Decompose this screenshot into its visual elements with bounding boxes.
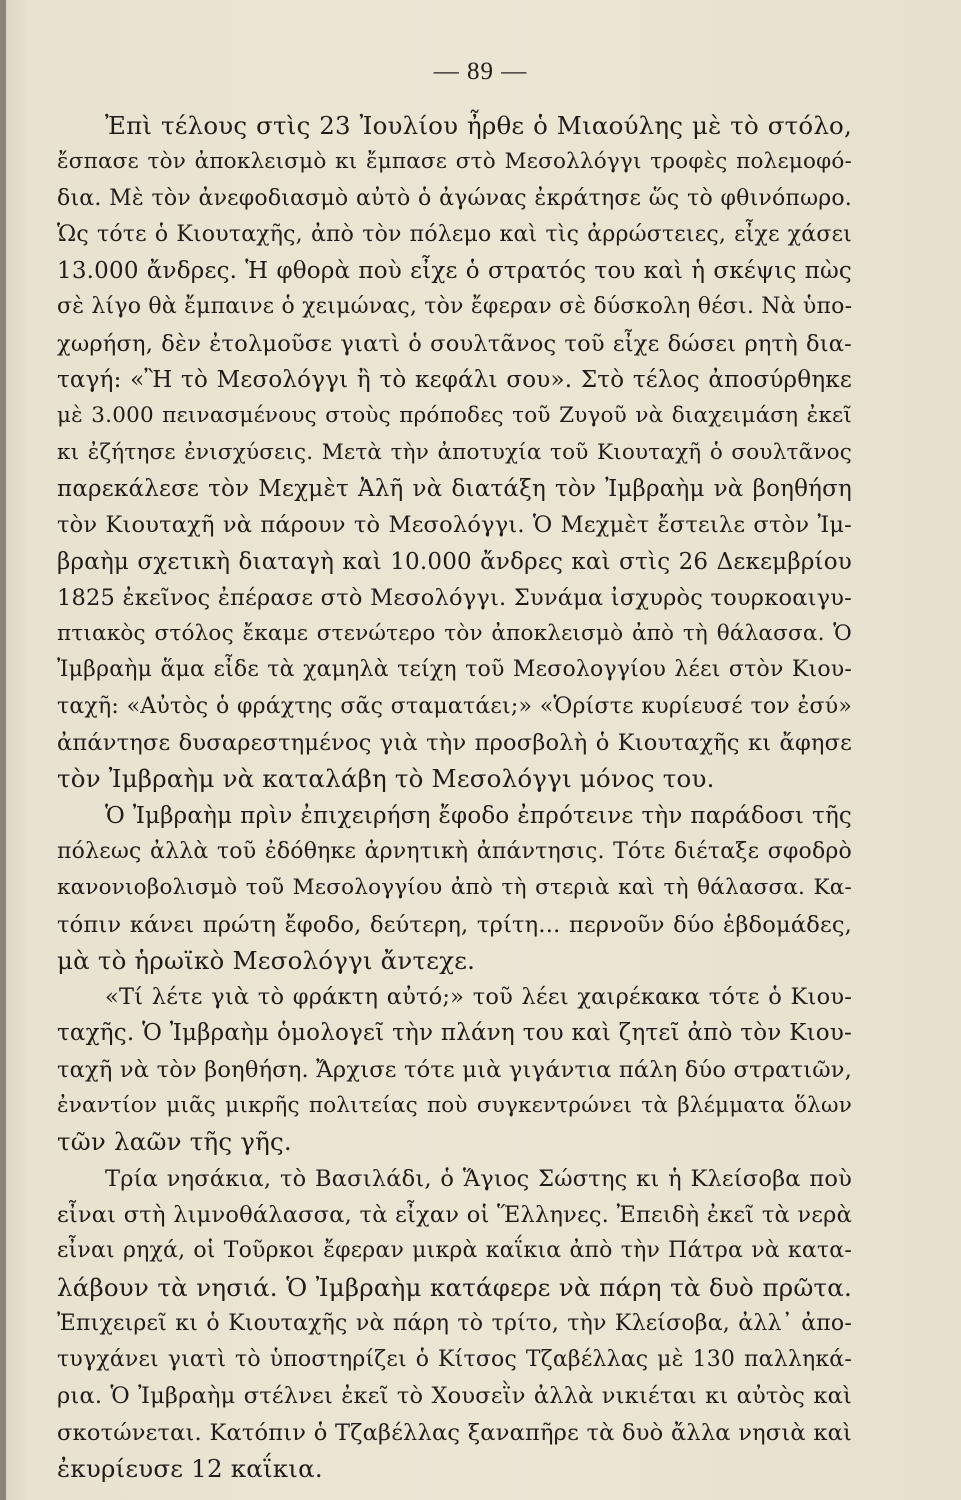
text-line: Ἰμβραὴμ ἅμα εἶδε τὰ χαμηλὰ τείχη τοῦ Μεσολογγίου λέει στὸν Κιου- [57,657,852,683]
text-line: ἐκυρίευσε 12 καΐκια. [57,1453,323,1483]
text-line: ρια. Ὁ Ἰμβραὴμ στέλνει ἐκεῖ τὸ Χουσεῒν ἀλλὰ νικιέται κι αὐτὸς καὶ [57,1383,852,1410]
text-line: 13.000 ἄνδρες. Ἡ φθορὰ ποὺ εἶχε ὁ στρατός του καὶ ἡ σκέψις πὼς [57,258,852,285]
text-line: δια. Μὲ τὸν ἀνεφοδιασμὸ αὐτὸ ὁ ἀγώνας ἐκράτησε ὥς τὸ φθινόπωρο. [57,185,852,211]
text-line: μὰ τὸ ἡρωϊκὸ Μεσολόγγι ἄντεχε. [57,945,476,975]
text-line: Ἐπιχειρεῖ κι ὁ Κιουταχῆς νὰ πάρη τὸ τρίτο, τὴν Κλείσοβα, ἀλλ᾽ ἀπο- [57,1310,852,1336]
body-text [57,108,852,1487]
text-line: λάβουν τὰ νησιά. Ὁ Ἰμβραὴμ κατάφερε νὰ πάρη τὰ δυὸ πρῶτα. [57,1272,852,1302]
text-line: Ὡς τότε ὁ Κιουταχῆς, ἀπὸ τὸν πόλεμο καὶ τὶς ἀρρώστειες, εἶχε χάσει [57,221,852,247]
text-line: πόλεως ἀλλὰ τοῦ ἐδόθηκε ἀρνητικὴ ἀπάντησις. Τότε διέταξε σφοδρὸ [57,838,852,864]
text-line: κι ἐζήτησε ἐνισχύσεις. Μετὰ τὴν ἀποτυχία τοῦ Κιουταχῆ ὁ σουλτᾶνος [57,439,852,465]
page-spine-edge [0,0,6,1500]
text-line: χωρήση, δὲν ἐτολμοῦσε γιατὶ ὁ σουλτᾶνος τοῦ εἶχε δώσει ρητὴ δια- [57,330,852,357]
text-line: σκοτώνεται. Κατόπιν ὁ Τζαβέλλας ξαναπῆρε τὰ δυὸ ἄλλα νησιὰ καὶ [57,1419,852,1446]
text-line: ταχῆ νὰ τὸν βοηθήση. Ἄρχισε τότε μιὰ γιγάντια πάλη δύο στρατιῶν, [57,1056,852,1083]
text-line: εἶναι ρηχά, οἱ Τοῦρκοι ἔφεραν μικρὰ καΐκια ἀπὸ τὴν Πάτρα νὰ κατα- [57,1238,852,1264]
text-line: τὸν Κιουταχῆ νὰ πάρουν τὸ Μεσολόγγι. Ὁ Μεχμὲτ ἔστειλε στὸν Ἰμ- [57,512,852,539]
page-number: — 89 — [433,58,528,85]
text-line: ταχῆ: «Αὐτὸς ὁ φράχτης σᾶς σταματάει;» «Ὁρίστε κυρίευσέ τον ἐσύ» [57,693,852,719]
text-line: πτιακὸς στόλος ἔκαμε στενώτερο τὸν ἀποκλεισμὸ ἀπὸ τὴ θάλασσα. Ὁ [57,621,852,647]
text-line: ταχῆς. Ὁ Ἰμβραὴμ ὁμολογεῖ τὴν πλάνη του καὶ ζητεῖ ἀπὸ τὸν Κιου- [57,1020,852,1047]
text-line: Ἐπὶ τέλους στὶς 23 Ἰουλίου ἦρθε ὁ Μιαούλης μὲ τὸ στόλο, [105,111,852,140]
text-line: βραὴμ σχετικὴ διαταγὴ καὶ 10.000 ἄνδρες καὶ στὶς 26 Δεκεμβρίου [57,548,852,575]
text-line: εἶναι στὴ λιμνοθάλασσα, τὰ εἶχαν οἱ Ἕλληνες. Ἐπειδὴ ἐκεῖ τὰ νερὰ [57,1201,852,1228]
text-line: ἀπάντησε δυσαρεστημένος γιὰ τὴν προσβολὴ ὁ Κιουταχῆς κι ἄφησε [57,730,852,757]
text-line: τὸν Ἰμβραὴμ νὰ καταλάβη τὸ Μεσολόγγι μόνος του. [57,764,715,794]
text-line: Ὁ Ἰμβραὴμ πρὶν ἐπιχειρήση ἔφοδο ἐπρότεινε τὴν παράδοσι τῆς [105,802,852,829]
text-line: ταγή: «Ἢ τὸ Μεσολόγγι ἢ τὸ κεφάλι σου». Στὸ τέλος ἀποσύρθηκε [57,367,852,394]
text-line: τόπιν κάνει πρώτη ἔφοδο, δεύτερη, τρίτη... περνοῦν δύο ἑβδομάδες, [57,911,852,938]
text-line: σὲ λίγο θὰ ἔμπαινε ὁ χειμώνας, τὸν ἔφεραν σὲ δύσκολη θέσι. Νὰ ὑπο- [57,294,853,320]
text-line: μὲ 3.000 πεινασμένους στοὺς πρόποδες τοῦ Ζυγοῦ νὰ διαχειμάση ἐκεῖ [57,403,852,429]
text-line: «Τί λέτε γιὰ τὸ φράκτη αὐτό;» τοῦ λέει χαιρέκακα τότε ὁ Κιου- [105,984,852,1011]
text-line: Τρία νησάκια, τὸ Βασιλάδι, ὁ Ἅγιος Σώστης κι ἡ Κλείσοβα ποὺ [105,1165,852,1192]
text-line: κανονιοβολισμὸ τοῦ Μεσολογγίου ἀπὸ τὴ στεριὰ καὶ τὴ θάλασσα. Κα- [57,875,852,901]
text-line: ἐναντίον μιᾶς μικρῆς πολιτείας ποὺ συγκεντρώνει τὰ βλέμματα ὅλων [57,1093,852,1119]
text-line: ἔσπασε τὸν ἀποκλεισμὸ κι ἔμπασε στὸ Μεσολλόγγι τροφὲς πολεμοφό- [57,149,852,175]
text-line: τυγχάνει γιατὶ τὸ ὑποστηρίζει ὁ Κίτσος Τζαβέλλας μὲ 130 παλληκά- [57,1347,852,1373]
text-line: 1825 ἐκεῖνος ἐπέρασε στὸ Μεσολόγγι. Συνάμα ἰσχυρὸς τουρκοαιγυ- [57,584,852,611]
text-line: τῶν λαῶν τῆς γῆς. [57,1127,292,1157]
text-line: παρεκάλεσε τὸν Μεχμὲτ Ἀλῆ νὰ διατάξη τὸν Ἰμβραὴμ νὰ βοηθήση [57,475,852,502]
